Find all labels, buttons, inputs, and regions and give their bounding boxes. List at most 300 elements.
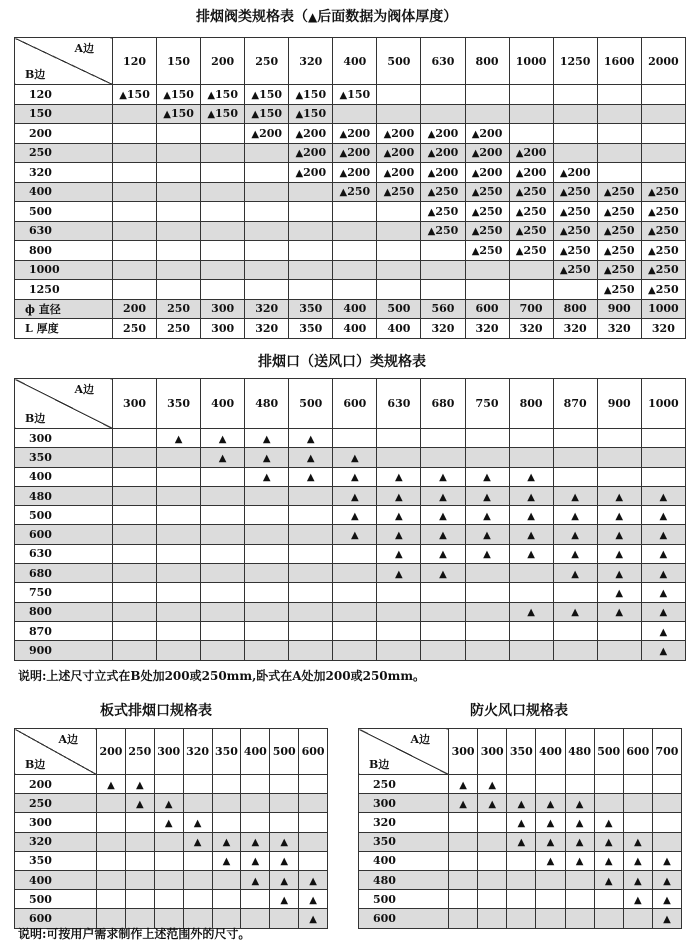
triangle-icon: ▲ xyxy=(604,875,613,887)
column-header: 480 xyxy=(565,729,594,775)
triangle-icon: ▲ xyxy=(383,167,392,179)
table-cell xyxy=(333,182,377,202)
table-cell xyxy=(113,221,157,241)
table-row xyxy=(15,448,686,467)
smoke-valve-spec-table xyxy=(14,37,686,339)
table-cell xyxy=(299,813,328,832)
table-cell xyxy=(201,583,245,602)
table-row xyxy=(15,544,686,563)
table-cell xyxy=(154,813,183,832)
table-cell xyxy=(623,813,652,832)
table-cell xyxy=(553,104,597,124)
table-cell xyxy=(333,544,377,563)
table-cell xyxy=(478,813,507,832)
table-cell xyxy=(113,602,157,621)
table-cell xyxy=(154,870,183,889)
table-cell xyxy=(212,851,241,870)
footer-cell: 320 xyxy=(641,319,685,339)
triangle-icon: ▲ xyxy=(517,837,526,849)
row-label: 320 xyxy=(15,163,113,183)
column-header: 400 xyxy=(201,379,245,429)
triangle-icon: ▲ xyxy=(207,89,216,101)
table-cell xyxy=(421,280,465,300)
table-cell xyxy=(201,202,245,222)
table-cell xyxy=(97,813,126,832)
row-label: 600 xyxy=(15,525,113,544)
table-cell xyxy=(97,870,126,889)
triangle-icon: ▲ xyxy=(571,510,579,522)
table-cell xyxy=(597,241,641,261)
table-cell xyxy=(245,429,289,448)
table-cell xyxy=(597,486,641,505)
thickness-value: 200 xyxy=(479,146,503,160)
table-cell xyxy=(183,794,212,813)
triangle-icon: ▲ xyxy=(571,568,579,580)
column-header: 300 xyxy=(478,729,507,775)
table-cell xyxy=(623,870,652,889)
a-side-label: A边 xyxy=(58,733,78,746)
table-cell xyxy=(553,260,597,280)
corner-header xyxy=(15,38,113,85)
table-cell xyxy=(597,641,641,660)
triangle-icon: ▲ xyxy=(280,837,289,849)
table-cell xyxy=(421,163,465,183)
table-cell xyxy=(421,525,465,544)
table-cell xyxy=(509,429,553,448)
table-cell xyxy=(183,775,212,794)
table-cell xyxy=(507,851,536,870)
b-side-label: B边 xyxy=(25,758,46,771)
triangle-icon: ▲ xyxy=(527,472,535,484)
table-cell xyxy=(212,813,241,832)
table-cell xyxy=(113,564,157,583)
thickness-value: 150 xyxy=(170,87,194,101)
table-cell xyxy=(594,890,623,909)
table-cell xyxy=(245,280,289,300)
table-cell xyxy=(623,890,652,909)
table-cell xyxy=(507,870,536,889)
triangle-icon: ▲ xyxy=(659,491,668,503)
table-cell xyxy=(333,467,377,486)
table-cell xyxy=(553,467,597,486)
table-cell xyxy=(478,794,507,813)
table-cell xyxy=(333,429,377,448)
table-cell xyxy=(289,467,333,486)
table-cell xyxy=(245,467,289,486)
row-label: 400 xyxy=(15,182,113,202)
triangle-icon: ▲ xyxy=(280,894,289,906)
table-cell xyxy=(465,163,509,183)
thickness-value: 150 xyxy=(259,87,283,101)
table-cell xyxy=(245,163,289,183)
table-cell xyxy=(289,104,333,124)
footer-cell: 250 xyxy=(157,299,201,319)
table-cell xyxy=(553,182,597,202)
table-cell xyxy=(201,506,245,525)
triangle-icon: ▲ xyxy=(546,837,555,849)
table-cell xyxy=(597,467,641,486)
triangle-icon: ▲ xyxy=(383,148,392,160)
header-row xyxy=(15,729,328,775)
table-cell xyxy=(113,525,157,544)
table-cell xyxy=(289,602,333,621)
triangle-icon: ▲ xyxy=(659,530,668,542)
bottom-note: 说明:可按用户需求制作上述范围外的尺寸。 xyxy=(18,927,251,941)
footer-cell: 250 xyxy=(157,319,201,339)
footer-row xyxy=(15,299,686,319)
row-label: 350 xyxy=(15,851,97,870)
thickness-value: 150 xyxy=(170,107,194,121)
table-cell xyxy=(641,85,685,105)
table-cell xyxy=(641,525,685,544)
column-header: 200 xyxy=(97,729,126,775)
table-cell xyxy=(565,794,594,813)
table-cell xyxy=(597,602,641,621)
table-cell xyxy=(377,241,421,261)
table-cell xyxy=(125,890,154,909)
table-cell xyxy=(641,486,685,505)
triangle-icon: ▲ xyxy=(615,588,624,600)
thickness-value: 250 xyxy=(611,263,635,277)
thickness-value: 250 xyxy=(655,243,679,257)
triangle-icon: ▲ xyxy=(633,837,642,849)
triangle-icon: ▲ xyxy=(222,856,231,868)
triangle-icon: ▲ xyxy=(339,89,348,101)
table-cell xyxy=(641,143,685,163)
table-cell xyxy=(449,909,478,928)
triangle-icon: ▲ xyxy=(603,206,612,218)
table-cell xyxy=(509,221,553,241)
table-cell xyxy=(125,870,154,889)
row-label: 150 xyxy=(15,104,113,124)
table-cell xyxy=(183,851,212,870)
row-label: 120 xyxy=(15,85,113,105)
table-row xyxy=(15,429,686,448)
table-row xyxy=(15,260,686,280)
b-side-label: B边 xyxy=(25,412,46,425)
table-cell xyxy=(478,890,507,909)
table-cell xyxy=(289,583,333,602)
triangle-icon: ▲ xyxy=(251,109,260,121)
table-cell xyxy=(289,621,333,640)
thickness-value: 250 xyxy=(655,282,679,296)
triangle-icon: ▲ xyxy=(308,10,318,24)
footer-cell: 500 xyxy=(377,299,421,319)
table-cell xyxy=(465,583,509,602)
column-header: 1250 xyxy=(553,38,597,85)
table-cell xyxy=(597,182,641,202)
smoke-outlet-table-title: 排烟口（送风口）类规格表 xyxy=(258,354,426,370)
table-cell xyxy=(157,143,201,163)
footer-cell: 200 xyxy=(113,299,157,319)
table-cell xyxy=(597,280,641,300)
column-header: 500 xyxy=(270,729,299,775)
table-cell xyxy=(509,564,553,583)
table-cell xyxy=(245,241,289,261)
table-cell xyxy=(641,221,685,241)
triangle-icon: ▲ xyxy=(559,245,568,257)
table-row xyxy=(15,202,686,222)
table-cell xyxy=(536,890,565,909)
table-cell xyxy=(509,602,553,621)
table-cell xyxy=(465,260,509,280)
thickness-value: 200 xyxy=(391,146,415,160)
thickness-value: 250 xyxy=(479,224,503,238)
triangle-icon: ▲ xyxy=(483,472,491,484)
thickness-value: 250 xyxy=(479,243,503,257)
table-cell xyxy=(245,202,289,222)
table-cell xyxy=(212,775,241,794)
table-cell xyxy=(478,909,507,928)
triangle-icon: ▲ xyxy=(659,645,668,657)
table-cell xyxy=(113,506,157,525)
table-cell xyxy=(113,182,157,202)
triangle-icon: ▲ xyxy=(135,798,144,810)
thickness-value: 200 xyxy=(523,146,547,160)
table-row xyxy=(15,564,686,583)
table-cell xyxy=(377,602,421,621)
table-cell xyxy=(289,486,333,505)
row-label: 500 xyxy=(15,506,113,525)
table-row xyxy=(15,104,686,124)
table-row xyxy=(15,280,686,300)
triangle-icon: ▲ xyxy=(659,549,668,561)
row-label: 400 xyxy=(359,851,449,870)
table-cell xyxy=(553,641,597,660)
table-cell xyxy=(97,890,126,909)
table-cell xyxy=(465,448,509,467)
table-cell xyxy=(212,794,241,813)
row-label: 200 xyxy=(15,775,97,794)
footer-cell: 320 xyxy=(245,319,289,339)
table-cell xyxy=(125,813,154,832)
table-cell xyxy=(465,143,509,163)
triangle-icon: ▲ xyxy=(427,128,436,140)
triangle-icon: ▲ xyxy=(439,530,447,542)
table-cell xyxy=(113,583,157,602)
table-cell xyxy=(125,775,154,794)
triangle-icon: ▲ xyxy=(471,148,480,160)
table-cell xyxy=(245,260,289,280)
table-cell xyxy=(333,85,377,105)
plate-outlet-spec-table xyxy=(14,728,328,929)
thickness-value: 150 xyxy=(303,107,327,121)
table-cell xyxy=(333,104,377,124)
column-header: 200 xyxy=(201,38,245,85)
table-cell xyxy=(377,583,421,602)
table-cell xyxy=(333,221,377,241)
thickness-value: 150 xyxy=(215,87,238,101)
triangle-icon: ▲ xyxy=(483,491,491,503)
table-cell xyxy=(201,241,245,261)
table-cell xyxy=(641,241,685,261)
row-label: 250 xyxy=(15,143,113,163)
row-label: 350 xyxy=(359,832,449,851)
table-row xyxy=(359,870,682,889)
row-label: 200 xyxy=(15,124,113,144)
table-cell xyxy=(299,851,328,870)
triangle-icon: ▲ xyxy=(575,817,584,829)
triangle-icon: ▲ xyxy=(350,491,359,503)
triangle-icon: ▲ xyxy=(546,856,555,868)
table-cell xyxy=(157,182,201,202)
row-label: 480 xyxy=(359,870,449,889)
table-cell xyxy=(333,448,377,467)
table-cell xyxy=(299,909,328,928)
table-cell xyxy=(157,85,201,105)
row-label: 500 xyxy=(15,890,97,909)
corner-header xyxy=(15,379,113,429)
table-cell xyxy=(183,832,212,851)
table-cell xyxy=(157,525,201,544)
column-header: 480 xyxy=(245,379,289,429)
table-cell xyxy=(377,260,421,280)
thickness-value: 200 xyxy=(347,146,371,160)
table-row xyxy=(15,870,328,889)
table-cell xyxy=(113,486,157,505)
table-cell xyxy=(641,448,685,467)
triangle-icon: ▲ xyxy=(546,798,555,810)
table-cell xyxy=(553,506,597,525)
table-cell xyxy=(241,813,270,832)
table-cell xyxy=(377,448,421,467)
table-cell xyxy=(509,143,553,163)
table-cell xyxy=(241,775,270,794)
table-cell xyxy=(289,448,333,467)
table-cell xyxy=(565,832,594,851)
table-cell xyxy=(97,851,126,870)
column-header: 300 xyxy=(154,729,183,775)
table-cell xyxy=(201,525,245,544)
table-cell xyxy=(201,641,245,660)
triangle-icon: ▲ xyxy=(604,837,613,849)
table-cell xyxy=(597,583,641,602)
table-row xyxy=(15,241,686,261)
triangle-icon: ▲ xyxy=(163,89,171,101)
triangle-icon: ▲ xyxy=(615,491,624,503)
triangle-icon: ▲ xyxy=(395,530,403,542)
table-cell xyxy=(377,124,421,144)
footer-cell: 320 xyxy=(465,319,509,339)
table-cell xyxy=(421,202,465,222)
table-row xyxy=(15,467,686,486)
table-row xyxy=(359,832,682,851)
table-cell xyxy=(597,143,641,163)
table-cell xyxy=(641,467,685,486)
table-cell xyxy=(594,832,623,851)
table-cell xyxy=(97,794,126,813)
triangle-icon: ▲ xyxy=(663,856,671,868)
triangle-icon: ▲ xyxy=(164,817,173,829)
thickness-value: 250 xyxy=(567,185,591,199)
table-cell xyxy=(565,775,594,794)
table-cell xyxy=(565,870,594,889)
table-cell xyxy=(183,890,212,909)
table-cell xyxy=(212,832,241,851)
table-cell xyxy=(333,621,377,640)
table-cell xyxy=(465,85,509,105)
table-cell xyxy=(652,832,681,851)
table-cell xyxy=(509,280,553,300)
table-cell xyxy=(623,832,652,851)
table-cell xyxy=(641,202,685,222)
thickness-value: 250 xyxy=(523,224,547,238)
table-cell xyxy=(157,241,201,261)
triangle-icon: ▲ xyxy=(483,530,491,542)
triangle-icon: ▲ xyxy=(193,817,202,829)
table-cell xyxy=(157,280,201,300)
table-cell xyxy=(553,241,597,261)
footer-cell: 800 xyxy=(553,299,597,319)
row-label: 500 xyxy=(359,890,449,909)
row-label: 870 xyxy=(15,621,113,640)
triangle-icon: ▲ xyxy=(309,913,317,925)
table-row xyxy=(15,163,686,183)
footer-cell: 600 xyxy=(465,299,509,319)
table-cell xyxy=(507,775,536,794)
triangle-icon: ▲ xyxy=(575,856,584,868)
table-cell xyxy=(507,813,536,832)
triangle-icon: ▲ xyxy=(350,472,359,484)
thickness-value: 200 xyxy=(391,126,415,140)
thickness-value: 250 xyxy=(611,243,635,257)
triangle-icon: ▲ xyxy=(439,510,447,522)
row-label: 630 xyxy=(15,221,113,241)
table-cell xyxy=(509,486,553,505)
corner-header xyxy=(15,729,97,775)
table-cell xyxy=(377,182,421,202)
triangle-icon: ▲ xyxy=(207,109,216,121)
table-cell xyxy=(113,621,157,640)
triangle-icon: ▲ xyxy=(280,875,289,887)
footer-label: ф 直径 xyxy=(15,299,113,319)
triangle-icon: ▲ xyxy=(427,148,436,160)
thickness-value: 200 xyxy=(303,165,327,179)
table-cell xyxy=(465,621,509,640)
table-cell xyxy=(157,583,201,602)
triangle-icon: ▲ xyxy=(427,206,436,218)
table-cell xyxy=(449,813,478,832)
triangle-icon: ▲ xyxy=(571,607,579,619)
table-cell xyxy=(241,890,270,909)
row-label: 600 xyxy=(15,909,97,928)
table-cell xyxy=(333,641,377,660)
table-cell xyxy=(449,851,478,870)
table-cell xyxy=(594,813,623,832)
table-cell xyxy=(565,890,594,909)
column-header: 350 xyxy=(507,729,536,775)
triangle-icon: ▲ xyxy=(459,779,467,791)
table-row xyxy=(359,890,682,909)
footer-cell: 350 xyxy=(289,319,333,339)
table-cell xyxy=(270,813,299,832)
table-row xyxy=(15,832,328,851)
table-cell xyxy=(333,280,377,300)
table-cell xyxy=(377,506,421,525)
table-cell xyxy=(652,909,681,928)
column-header: 350 xyxy=(157,379,201,429)
table-cell xyxy=(157,564,201,583)
triangle-icon: ▲ xyxy=(546,817,555,829)
triangle-icon: ▲ xyxy=(615,549,624,561)
thickness-value: 250 xyxy=(655,204,679,218)
triangle-icon: ▲ xyxy=(603,245,612,257)
table-cell xyxy=(113,143,157,163)
table-cell xyxy=(641,163,685,183)
table-cell xyxy=(623,775,652,794)
thickness-value: 200 xyxy=(479,126,503,140)
thickness-value: 250 xyxy=(435,185,459,199)
